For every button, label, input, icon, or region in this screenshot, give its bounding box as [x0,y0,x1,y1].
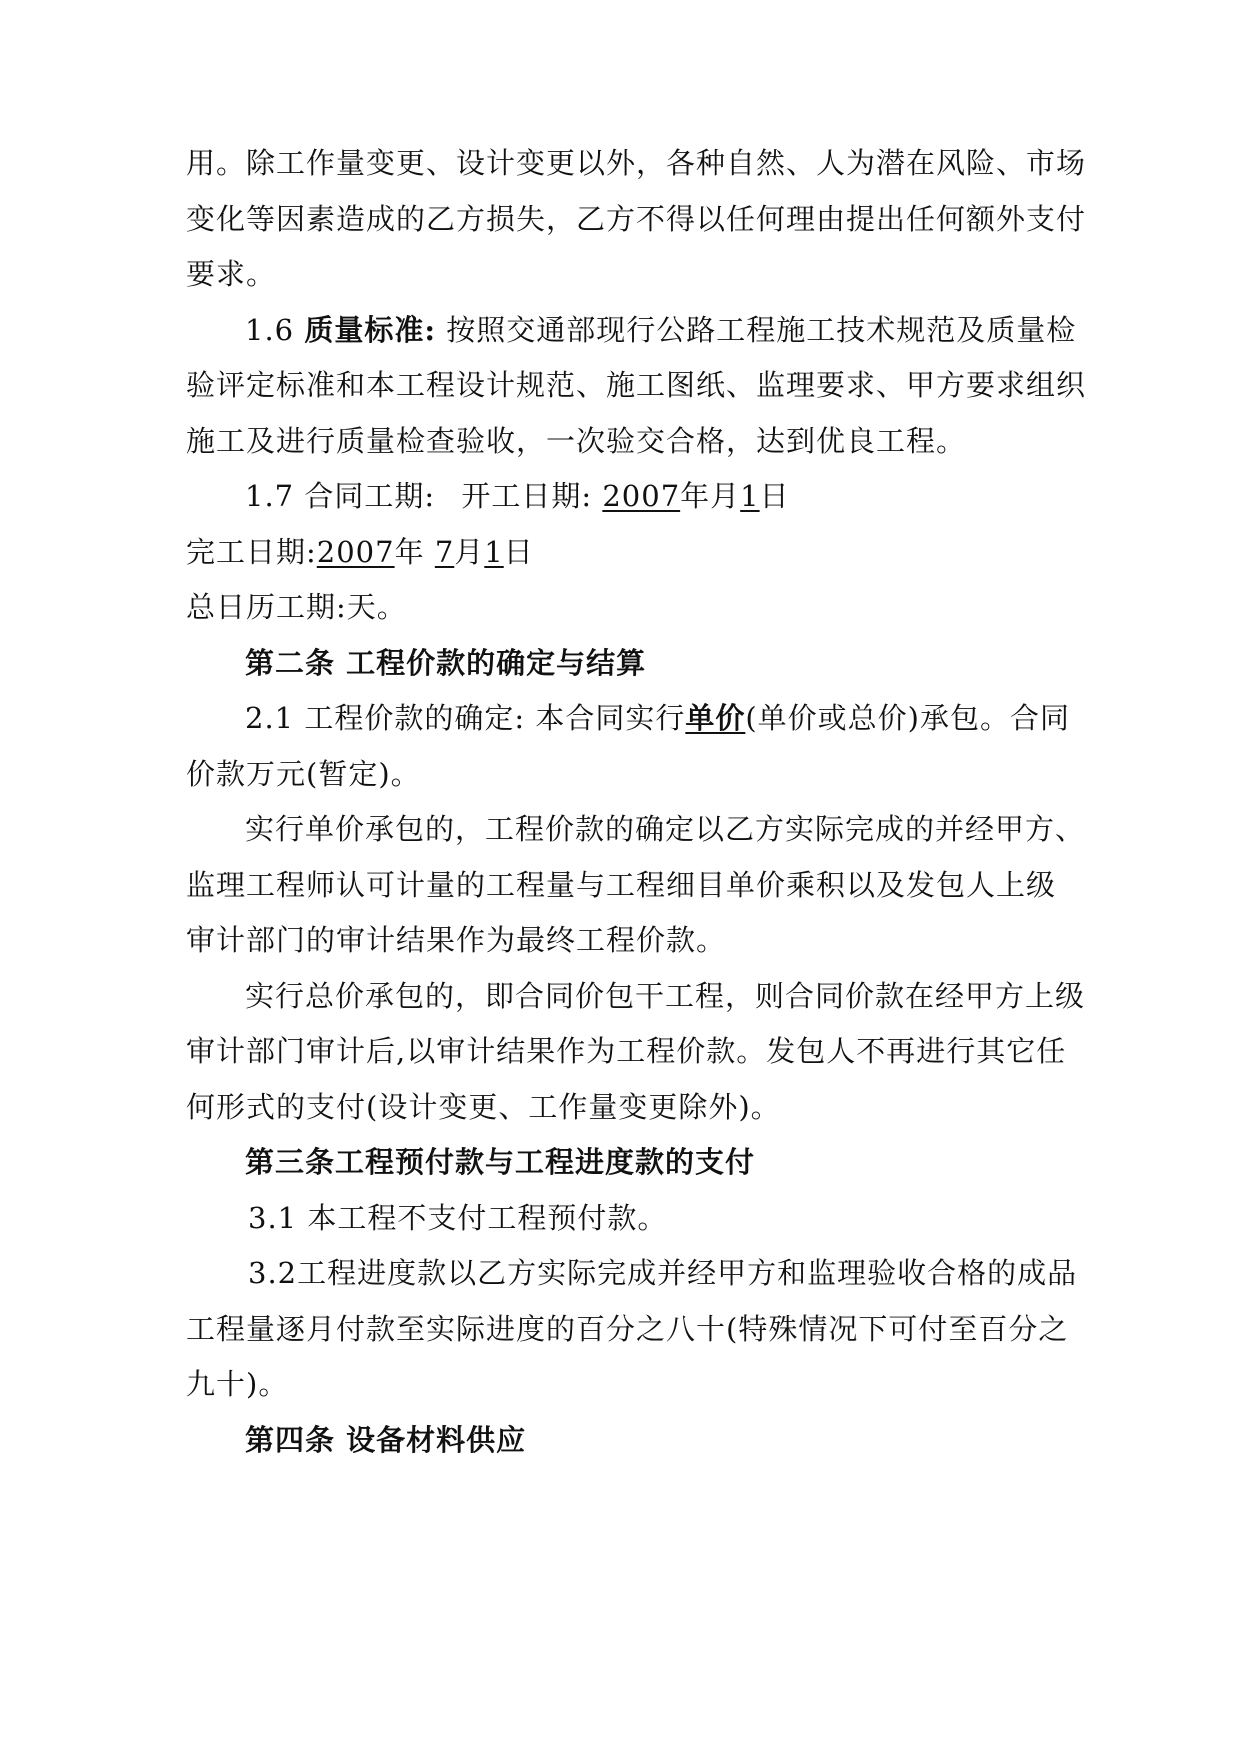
date-text: 年月 [680,479,741,513]
end-date-label: 完工日期: [186,535,317,569]
pricing-type-value: 单价 [685,701,746,735]
paragraph-line: 用。除工作量变更、设计变更以外，各种自然、人为潜在风险、市场 [186,146,1087,180]
paragraph-line: 监理工程师认可计量的工程量与工程细目单价乘积以及发包人上级 [186,868,1057,902]
paragraph-line: 实行单价承包的，工程价款的确定以乙方实际完成的并经甲方、 [245,812,1086,846]
date-text: 日 [759,479,790,513]
start-year-value: 2007 [602,479,681,513]
contract-period-label: 合同工期: [304,479,436,513]
paragraph-line: 实行总价承包的，即合同价包干工程，则合同价款在经甲方上级 [245,979,1086,1013]
end-date-line [186,532,534,572]
clause-1-7-line [245,476,790,516]
clause-number: 1.7 [245,479,295,513]
paragraph-line: 工程量逐月付款至实际进度的百分之八十(特殊情况下可付至百分之 [186,1312,1069,1346]
paragraph-line: 九十)。 [186,1367,289,1401]
article-3-heading: 第三条工程预付款与工程进度款的支付 [245,1145,756,1179]
article-4-heading: 第四条 设备材料供应 [245,1423,527,1457]
clause-3-1-line: 3.1 本工程不支付工程预付款。 [248,1201,668,1235]
end-month-value: 7 [434,535,455,569]
paragraph-line: 审计部门的审计结果作为最终工程价款。 [186,923,727,957]
total-days-line: 总日历工期:天。 [186,590,407,624]
date-text: 月 [454,535,485,569]
clause-number: 1.6 [245,313,295,347]
paragraph-line: 变化等因素造成的乙方损失，乙方不得以任何理由提出任何额外支付 [186,202,1087,236]
clause-heading: 质量标准: [304,313,437,347]
clause-2-1-line [245,698,1070,738]
date-text: 日 [503,535,534,569]
clause-text: (单价或总价)承包。合同 [745,701,1070,735]
clause-text: 按照交通部现行公路工程施工技术规范及质量检 [446,313,1077,347]
clause-3-2-line: 3.2工程进度款以乙方实际完成并经甲方和监理验收合格的成品 [248,1256,1078,1290]
clause-1-6-line [245,310,1076,350]
paragraph-line: 何形式的支付(设计变更、工作量变更除外)。 [186,1090,781,1124]
article-2-heading: 第二条 工程价款的确定与结算 [245,646,647,680]
end-year-value: 2007 [316,535,395,569]
paragraph-line: 价款万元(暂定)。 [186,757,421,791]
paragraph-line: 验评定标准和本工程设计规范、施工图纸、监理要求、甲方要求组织 [186,368,1087,402]
paragraph-line: 施工及进行质量检查验收，一次验交合格，达到优良工程。 [186,424,967,458]
paragraph-line: 审计部门审计后,以审计结果作为工程价款。发包人不再进行其它任 [186,1034,1067,1068]
start-day-value: 1 [740,479,760,513]
end-day-value: 1 [484,535,504,569]
start-date-label: 开工日期: [461,479,593,513]
paragraph-line: 要求。 [186,257,277,291]
clause-text: 2.1 工程价款的确定: 本合同实行 [245,701,686,735]
date-text: 年 [394,535,425,569]
